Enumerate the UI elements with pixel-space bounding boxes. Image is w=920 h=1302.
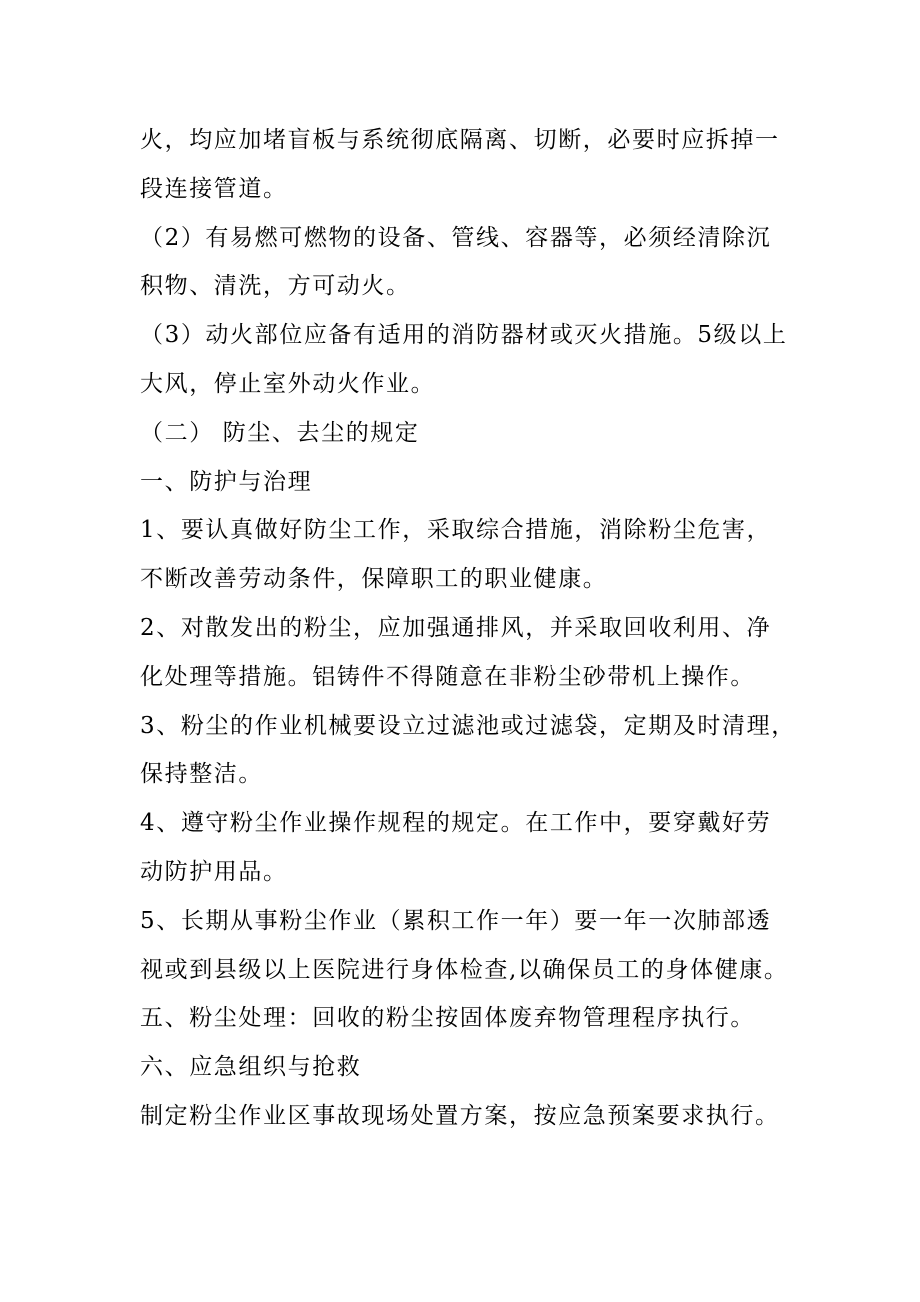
text-line: 积物、清洗，方可动火。 [140,273,411,300]
section-heading: （二） 防尘、去尘的规定 [140,419,420,446]
text-line: 动防护用品。 [140,858,288,885]
text-line: 1、要认真做好防尘工作，采取综合措施，消除粉尘危害， [140,517,772,544]
text-line: 制定粉尘作业区事故现场处置方案，按应急预案要求执行。 [140,1102,780,1129]
document-body [140,116,800,1141]
text-line: 3、粉尘的作业机械要设立过滤池或过滤袋，定期及时清理， [140,712,796,739]
text-line: 4、遵守粉尘作业操作规程的规定。在工作中，要穿戴好劳 [140,810,772,837]
text-line: 2、对散发出的粉尘，应加强通排风，并采取回收利用、净 [140,614,772,641]
subsection-heading: 一、防护与治理 [140,468,313,495]
text-line: 保持整洁。 [140,761,263,788]
text-line: 不断改善劳动条件，保障职工的职业健康。 [140,566,608,593]
text-line: （3）动火部位应备有适用的消防器材或灭火措施。5级以上 [140,322,788,349]
text-line: 化处理等措施。铝铸件不得随意在非粉尘砂带机上操作。 [140,663,755,690]
text-line: 大风，停止室外动火作业。 [140,370,436,397]
text-line: 5、长期从事粉尘作业（累积工作一年）要一年一次肺部透 [140,907,772,934]
text-line: 五、粉尘处理：回收的粉尘按固体废弃物管理程序执行。 [140,1005,755,1032]
subsection-heading: 六、应急组织与抢救 [140,1054,362,1081]
text-line: 火，均应加堵盲板与系统彻底隔离、切断，必要时应拆掉一 [140,127,780,153]
text-line: 段连接管道。 [140,175,288,202]
text-line: 视或到县级以上医院进行身体检查,以确保员工的身体健康。 [140,956,789,983]
text-line: （2）有易燃可燃物的设备、管线、容器等，必须经清除沉 [140,224,772,251]
